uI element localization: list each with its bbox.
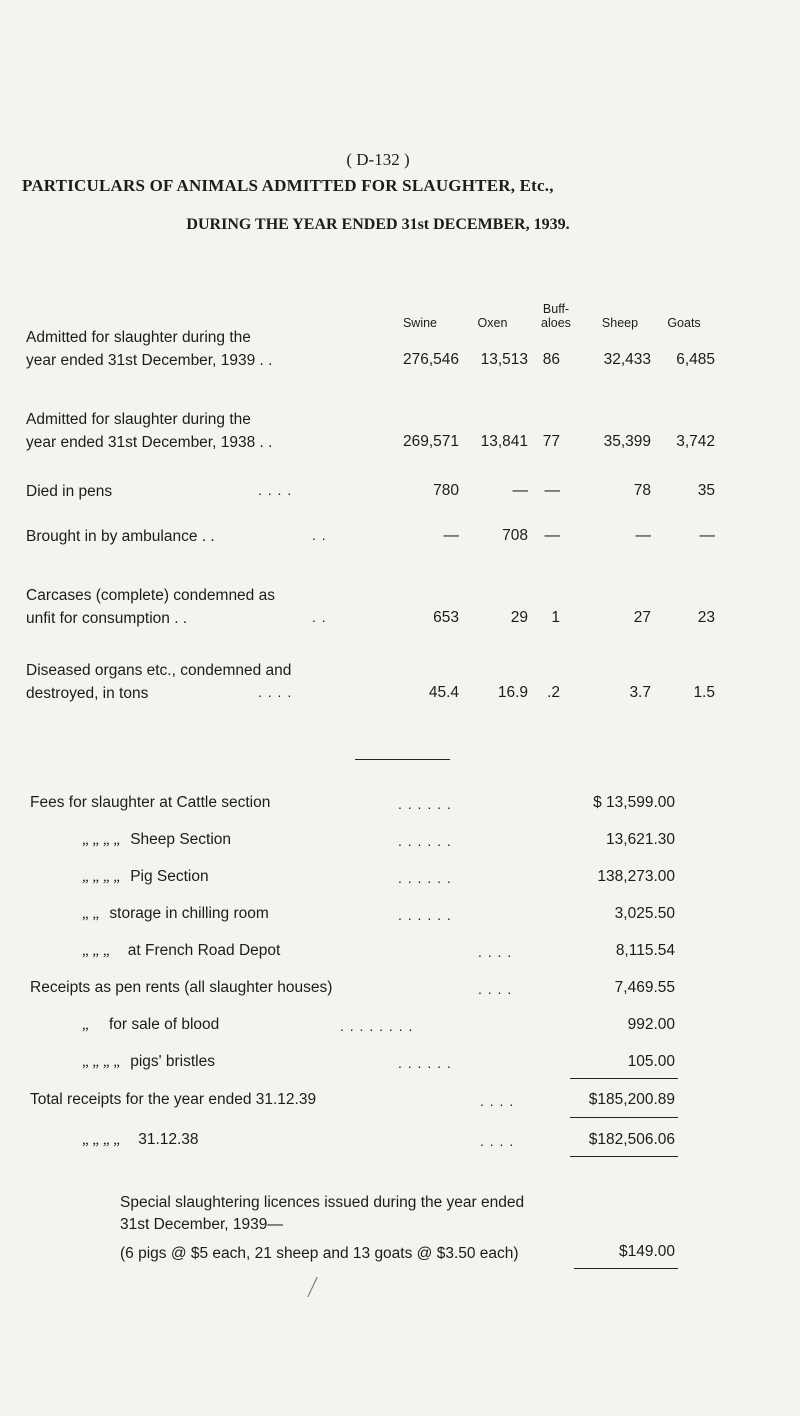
- note-line2: 31st December, 1939—: [120, 1216, 283, 1233]
- ditto-marks: „ „: [82, 906, 100, 922]
- row-label-line2: year ended 31st December, 1938 . .: [26, 434, 273, 451]
- cell-buffaloes: 77: [542, 433, 560, 450]
- ditto-marks: „: [82, 1017, 89, 1033]
- fee-label-text: for sale of blood: [108, 1016, 220, 1033]
- column-header-oxen: Oxen: [477, 316, 508, 330]
- cell-sheep: 32,433: [603, 351, 651, 368]
- total-amount: $182,506.06: [588, 1131, 675, 1148]
- fee-label: [82, 868, 209, 886]
- fee-amount: 3,025.50: [614, 905, 675, 922]
- leader-dots: . . . . . .: [398, 833, 452, 849]
- leader-dots: . . . .: [480, 1093, 515, 1109]
- row-label-line2: destroyed, in tons: [26, 685, 149, 702]
- fee-label: [82, 942, 280, 960]
- table-row-label: [26, 584, 275, 630]
- column-header-buffaloes-line1: Buff-: [542, 302, 570, 316]
- cell-goats: 23: [697, 609, 715, 626]
- total-label: Total receipts for the year ended 31.12.39: [30, 1091, 317, 1108]
- ditto-marks: „ „ „ „: [82, 832, 120, 848]
- cell-sheep: 78: [633, 482, 651, 499]
- table-row-label: [26, 326, 272, 372]
- leader-dots: . .: [312, 609, 327, 625]
- column-header-buffaloes: [528, 302, 584, 330]
- fee-label: [82, 1016, 219, 1034]
- row-label-line1: Admitted for slaughter during the: [26, 411, 251, 428]
- cell-buffaloes: —: [544, 527, 560, 544]
- ditto-marks: „ „ „ „: [82, 869, 120, 885]
- cell-sheep: 27: [633, 609, 651, 626]
- column-header-goats: Goats: [667, 316, 701, 330]
- table-row-label: [26, 408, 272, 454]
- special-licences-note: [120, 1192, 524, 1236]
- cell-goats: 35: [697, 482, 715, 499]
- cell-oxen: 13,841: [480, 433, 528, 450]
- leader-dots: . . . .: [480, 1133, 515, 1149]
- leader-dots: . . . .: [258, 684, 293, 700]
- leader-dots: . . . . . .: [398, 907, 452, 923]
- leader-dots: . . . .: [258, 482, 293, 498]
- row-label-line2: year ended 31st December, 1939 . .: [26, 352, 273, 369]
- cell-swine: 780: [433, 482, 459, 499]
- fee-label-text: at French Road Depot: [127, 942, 281, 959]
- page-number: ( D-132 ): [346, 150, 410, 169]
- page-title: PARTICULARS OF ANIMALS ADMITTED FOR SLAUGHTER, Etc.,: [22, 176, 554, 195]
- fee-amount: 105.00: [627, 1053, 675, 1070]
- cell-buffaloes: .2: [547, 684, 560, 701]
- note-line1: Special slaughtering licences issued during the year ended: [120, 1194, 525, 1211]
- fee-amount: 7,469.55: [614, 979, 675, 996]
- cell-sheep: 3.7: [629, 684, 651, 701]
- cell-oxen: 13,513: [480, 351, 528, 368]
- fee-label: [82, 831, 231, 849]
- total-rule: [570, 1156, 678, 1157]
- fee-label-text: storage in chilling room: [109, 905, 269, 922]
- row-label-line2: unfit for consumption . .: [26, 610, 188, 627]
- cell-goats: 3,742: [676, 433, 715, 450]
- cell-oxen: 16.9: [497, 684, 528, 701]
- row-label-line1: Diseased organs etc., condemned and: [26, 662, 292, 679]
- ditto-marks: „ „ „ „: [82, 1132, 120, 1148]
- ditto-marks: „ „ „ „: [82, 1054, 120, 1070]
- fee-amount: 8,115.54: [615, 942, 675, 959]
- leader-dots: . . . . . .: [398, 796, 452, 812]
- column-header-swine: Swine: [402, 316, 438, 330]
- cell-swine: 276,546: [402, 351, 459, 368]
- column-header-sheep: Sheep: [601, 316, 639, 330]
- cell-sheep: 35,399: [603, 433, 651, 450]
- fee-label: Fees for slaughter at Cattle section: [30, 794, 271, 811]
- page-subtitle: DURING THE YEAR ENDED 31st DECEMBER, 1939.: [186, 216, 570, 233]
- special-licences-amount: $149.00: [618, 1243, 675, 1260]
- table-row-label: Brought in by ambulance . .: [26, 528, 215, 545]
- fee-label: [82, 1053, 215, 1071]
- cell-swine: 269,571: [402, 433, 459, 450]
- leader-dots: . . . . . .: [398, 870, 452, 886]
- fee-amount: 992.00: [627, 1016, 675, 1033]
- table-row-label: Died in pens: [26, 483, 113, 500]
- total-rule: [570, 1117, 678, 1118]
- cell-sheep: —: [635, 527, 651, 544]
- fee-label: Receipts as pen rents (all slaughter houses): [30, 979, 333, 996]
- pencil-mark: [307, 1277, 317, 1297]
- leader-dots: . .: [312, 527, 327, 543]
- cell-buffaloes: 86: [542, 351, 560, 368]
- cell-buffaloes: 1: [551, 609, 560, 626]
- column-header-buffaloes-line2: aloes: [541, 316, 571, 330]
- fee-amount: 13,621.30: [606, 831, 675, 848]
- cell-oxen: —: [512, 482, 528, 499]
- total-label: [82, 1131, 199, 1149]
- subtotal-rule: [570, 1078, 678, 1079]
- cell-swine: 653: [433, 609, 459, 626]
- cell-swine: 45.4: [428, 684, 459, 701]
- leader-dots: . . . .: [478, 944, 513, 960]
- cell-goats: —: [699, 527, 715, 544]
- table-row-label: [26, 659, 291, 705]
- fee-amount: $ 13,599.00: [593, 794, 675, 811]
- section-divider: [355, 759, 450, 760]
- cell-oxen: 708: [502, 527, 528, 544]
- leader-dots: . . . . . . . .: [340, 1018, 414, 1034]
- total-amount: $185,200.89: [588, 1091, 675, 1108]
- leader-dots: . . . .: [478, 981, 513, 997]
- cell-oxen: 29: [510, 609, 528, 626]
- total-label-text: 31.12.38: [138, 1131, 199, 1148]
- row-label-line1: Carcases (complete) condemned as: [26, 587, 275, 604]
- leader-dots: . . . . . .: [398, 1055, 452, 1071]
- special-rule: [574, 1268, 678, 1269]
- fee-label-text: pigs' bristles: [130, 1053, 215, 1070]
- note-line3: (6 pigs @ $5 each, 21 sheep and 13 goats @ $3.50 each): [120, 1245, 519, 1262]
- fee-amount: 138,273.00: [597, 868, 675, 885]
- fee-label-text: Sheep Section: [130, 831, 232, 848]
- row-label-line1: Admitted for slaughter during the: [26, 329, 251, 346]
- fee-label: [82, 905, 269, 923]
- cell-swine: —: [443, 527, 459, 544]
- ditto-marks: „ „ „: [82, 943, 110, 959]
- fee-label-text: Pig Section: [130, 868, 209, 885]
- cell-buffaloes: —: [544, 482, 560, 499]
- cell-goats: 6,485: [676, 351, 715, 368]
- cell-goats: 1.5: [693, 684, 715, 701]
